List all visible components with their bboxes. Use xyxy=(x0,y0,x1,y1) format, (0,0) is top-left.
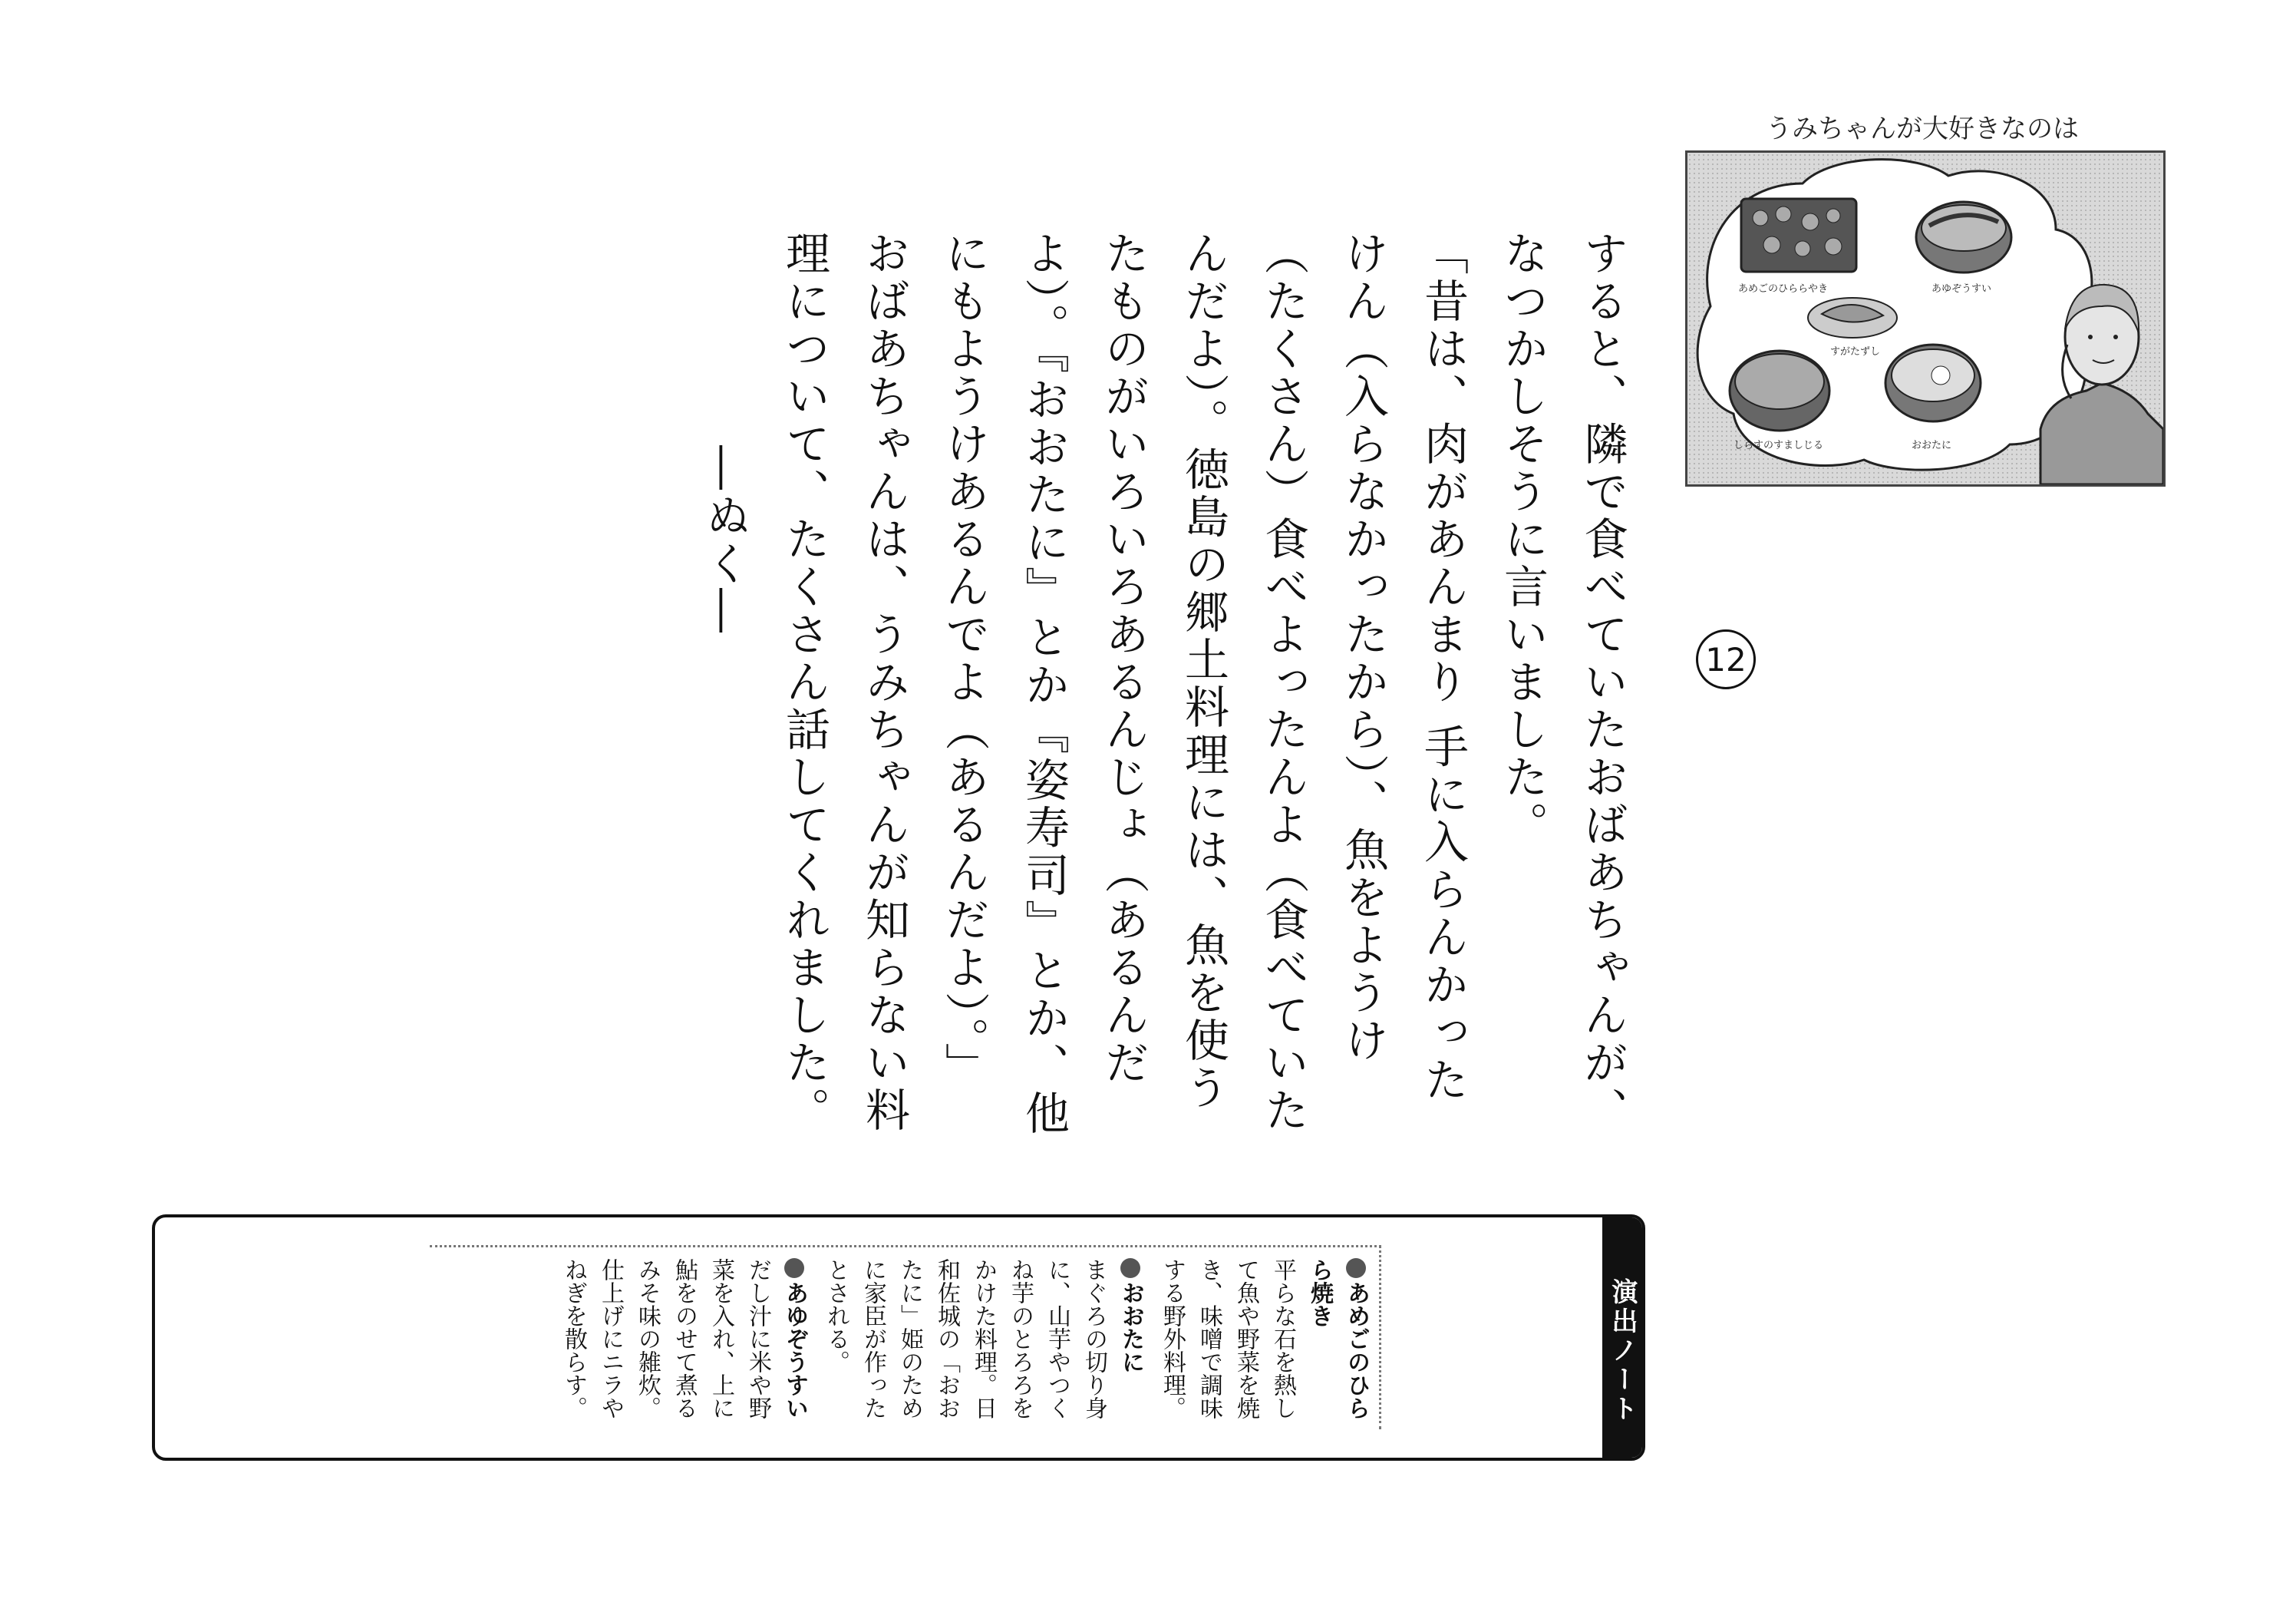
story-paragraph: すると、隣で食べていたおばあちゃんが、なつかしそうに言いました。 xyxy=(1496,230,1628,1135)
story-signature: ―ぬく― xyxy=(698,445,750,636)
label-shirasu: しらすのすましじる xyxy=(1734,440,1824,451)
label-ayu: あゆぞうすい xyxy=(1931,283,1992,295)
amego-platter xyxy=(1741,199,1856,272)
note-title: あゆぞうすい xyxy=(781,1281,808,1419)
note-item xyxy=(555,1258,813,1429)
note-title: おおたに xyxy=(1117,1281,1144,1373)
note-item xyxy=(1153,1258,1374,1429)
bullet-icon xyxy=(1120,1258,1140,1278)
story-paragraph: 「昔は、肉があんまり 手に入らんかったけん（入らなかったから）、魚をようけ（たくさん）食べよったんよ（食べていたんだよ）。徳島の郷土料理には、魚を使うたものがいろいろあるんじょ（あるんだよ）。『おおたに』とか『姿寿司』とか、他にもようけあるんでよ（あるんだよ）。」 xyxy=(938,230,1469,1138)
bullet-icon xyxy=(784,1258,804,1278)
bullet-icon xyxy=(1346,1258,1366,1278)
label-otani: おおたに xyxy=(1912,440,1952,451)
note-body: だし汁に米や野菜を入れ、上に鮎をのせて煮るみそ味の雑炊。仕上げにニラやねぎを散らす。 xyxy=(560,1258,771,1419)
label-sugata: すがたずし xyxy=(1830,346,1881,358)
illustration-caption: うみちゃんが大好きなのは xyxy=(1766,114,2079,144)
notes-tab-label: 演出ノート xyxy=(1602,1217,1642,1458)
page-number: 12 xyxy=(1696,629,1756,689)
note-body: 平らな石を熱して魚や野菜を焼き、味噌で調味する野外料理。 xyxy=(1159,1258,1296,1419)
label-amego: あめごのひららやき xyxy=(1738,283,1829,295)
story-paragraph: おばあちゃんは、うみちゃんが知らない料理について、たくさん話してくれました。 xyxy=(778,230,910,1135)
notes-list xyxy=(430,1245,1381,1429)
illustration-drawing xyxy=(1687,153,2163,484)
note-title: あめごのひらら焼き xyxy=(1306,1258,1370,1419)
production-notes xyxy=(152,1214,1645,1461)
note-body: まぐろの切り身に、山芋やつくね芋のとろろをかけた料理。日和佐城の「おおたに」姫のために家臣が作ったとされる。 xyxy=(823,1258,1107,1419)
note-item xyxy=(817,1258,1149,1429)
food-illustration xyxy=(1685,150,2166,487)
story-text xyxy=(645,230,1642,1151)
